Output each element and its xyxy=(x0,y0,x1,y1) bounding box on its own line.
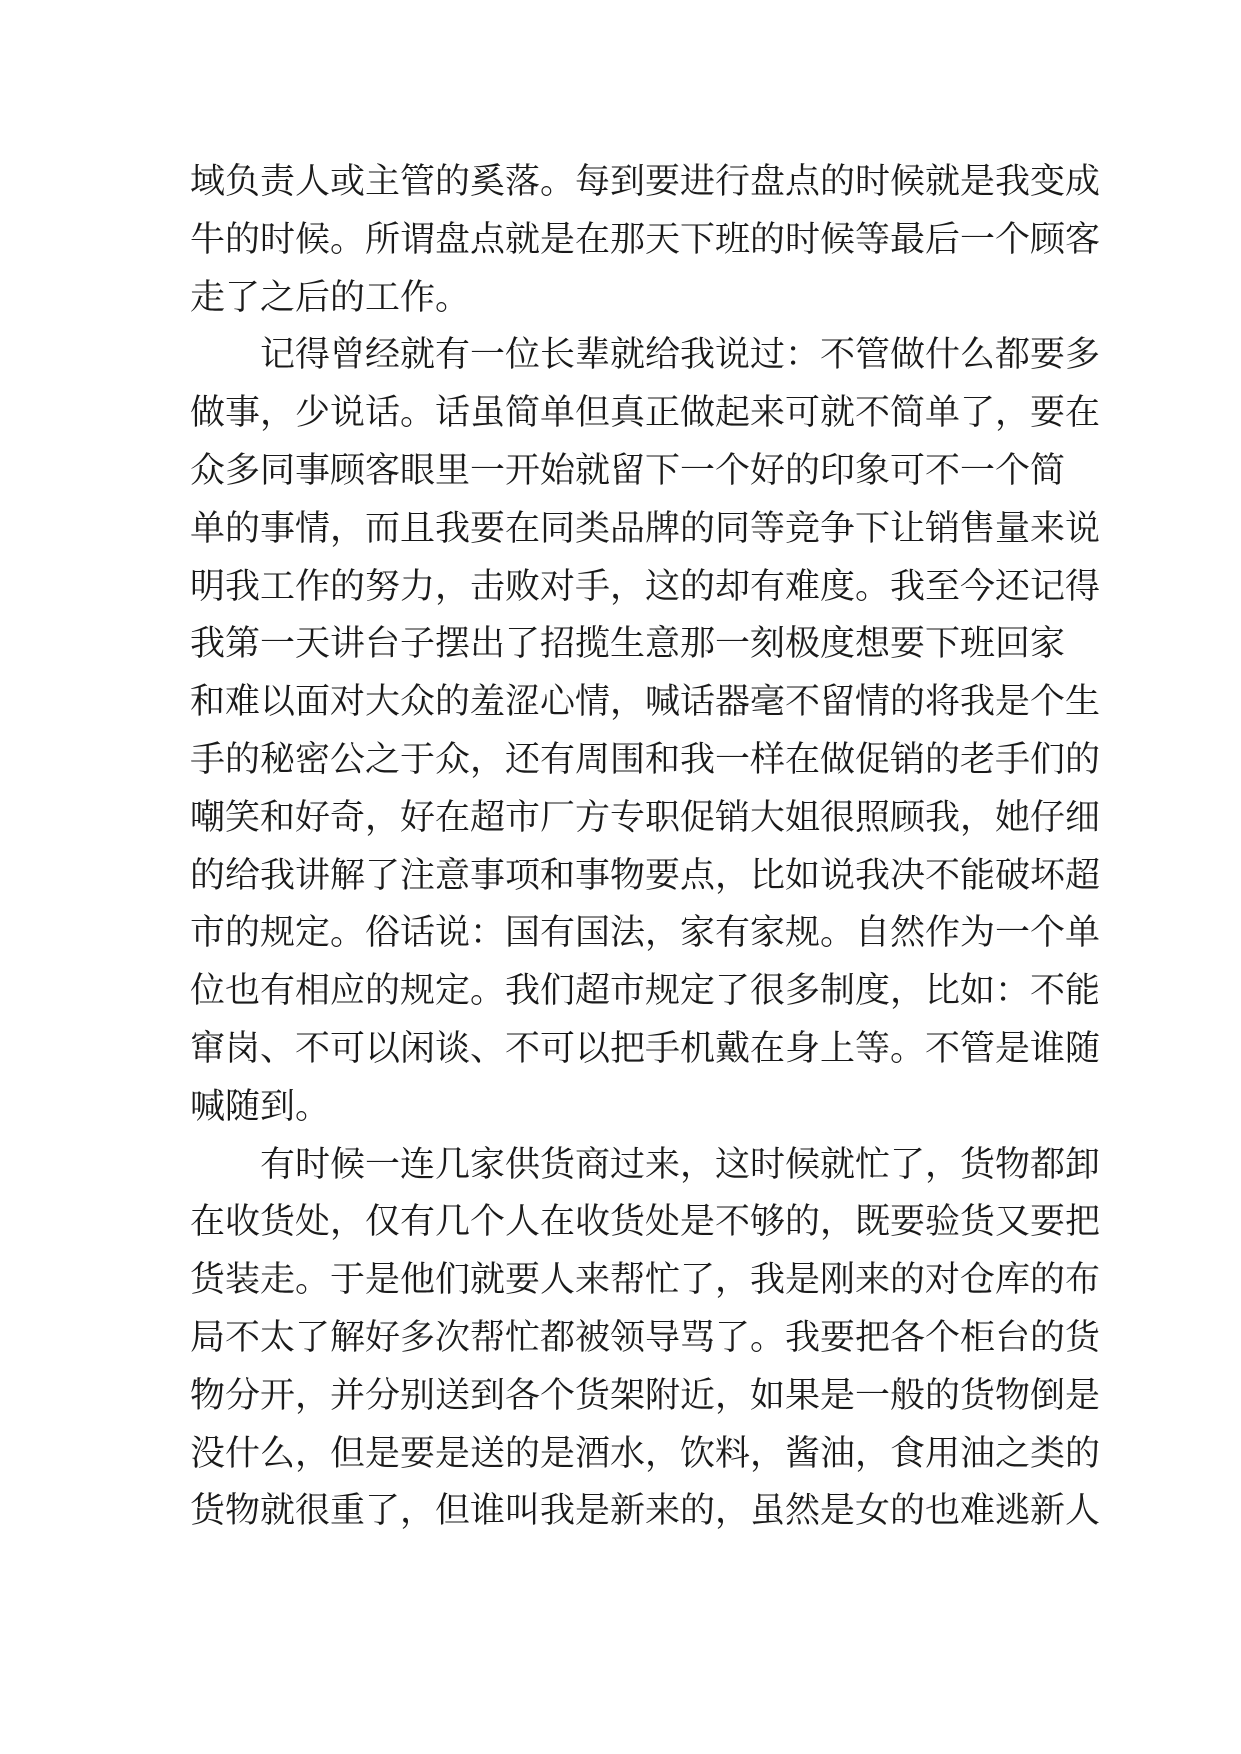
paragraph-3 xyxy=(190,1137,1101,1542)
text-line: 局不太了解好多次帮忙都被领导骂了。我要把各个柜台的货 xyxy=(190,1317,1101,1358)
text-line: 货装走。于是他们就要人来帮忙了，我是刚来的对仓库的布 xyxy=(190,1260,1101,1301)
text-line: 走了之后的工作。 xyxy=(190,277,471,318)
text-line: 位也有相应的规定。我们超市规定了很多制度，比如：不能 xyxy=(190,971,1101,1012)
paragraph-2 xyxy=(190,327,1101,1136)
text-line: 的给我讲解了注意事项和事物要点，比如说我决不能破坏超 xyxy=(190,855,1101,896)
text-line: 在收货处，仅有几个人在收货处是不够的，既要验货又要把 xyxy=(190,1202,1101,1243)
text-line: 手的秘密公之于众，还有周围和我一样在做促销的老手们的 xyxy=(190,739,1101,780)
text-line: 物分开，并分别送到各个货架附近，如果是一般的货物倒是 xyxy=(190,1375,1101,1416)
text-line: 嘲笑和好奇，好在超市厂方专职促销大姐很照顾我，她仔细 xyxy=(190,797,1101,838)
text-line: 货物就很重了，但谁叫我是新来的，虽然是女的也难逃新人 xyxy=(190,1491,1101,1532)
text-line: 众多同事顾客眼里一开始就留下一个好的印象可不一个简 xyxy=(190,450,1066,491)
text-line: 和难以面对大众的羞涩心情，喊话器毫不留情的将我是个生 xyxy=(190,682,1101,723)
text-line: 市的规定。俗话说：国有国法，家有家规。自然作为一个单 xyxy=(190,913,1101,954)
text-line: 有时候一连几家供货商过来，这时候就忙了，货物都卸 xyxy=(190,1144,1101,1185)
text-line: 做事，少说话。话虽简单但真正做起来可就不简单了，要在 xyxy=(190,393,1101,434)
text-line: 牛的时候。所谓盘点就是在那天下班的时候等最后一个顾客 xyxy=(190,219,1101,260)
text-line: 没什么，但是要是送的是酒水，饮料，酱油，食用油之类的 xyxy=(190,1433,1101,1474)
text-line: 域负责人或主管的奚落。每到要进行盘点的时候就是我变成 xyxy=(190,162,1101,202)
body-text xyxy=(190,154,1101,1541)
text-line: 我第一天讲台子摆出了招揽生意那一刻极度想要下班回家 xyxy=(190,624,1066,665)
text-line: 窜岗、不可以闲谈、不可以把手机戴在身上等。不管是谁随 xyxy=(190,1028,1101,1069)
text-line: 喊随到。 xyxy=(190,1086,331,1127)
text-line: 明我工作的努力，击败对手，这的却有难度。我至今还记得 xyxy=(190,566,1101,607)
text-line: 记得曾经就有一位长辈就给我说过：不管做什么都要多 xyxy=(190,335,1101,376)
paragraph-1 xyxy=(190,154,1101,327)
text-line: 单的事情，而且我要在同类品牌的同等竞争下让销售量来说 xyxy=(190,508,1101,549)
